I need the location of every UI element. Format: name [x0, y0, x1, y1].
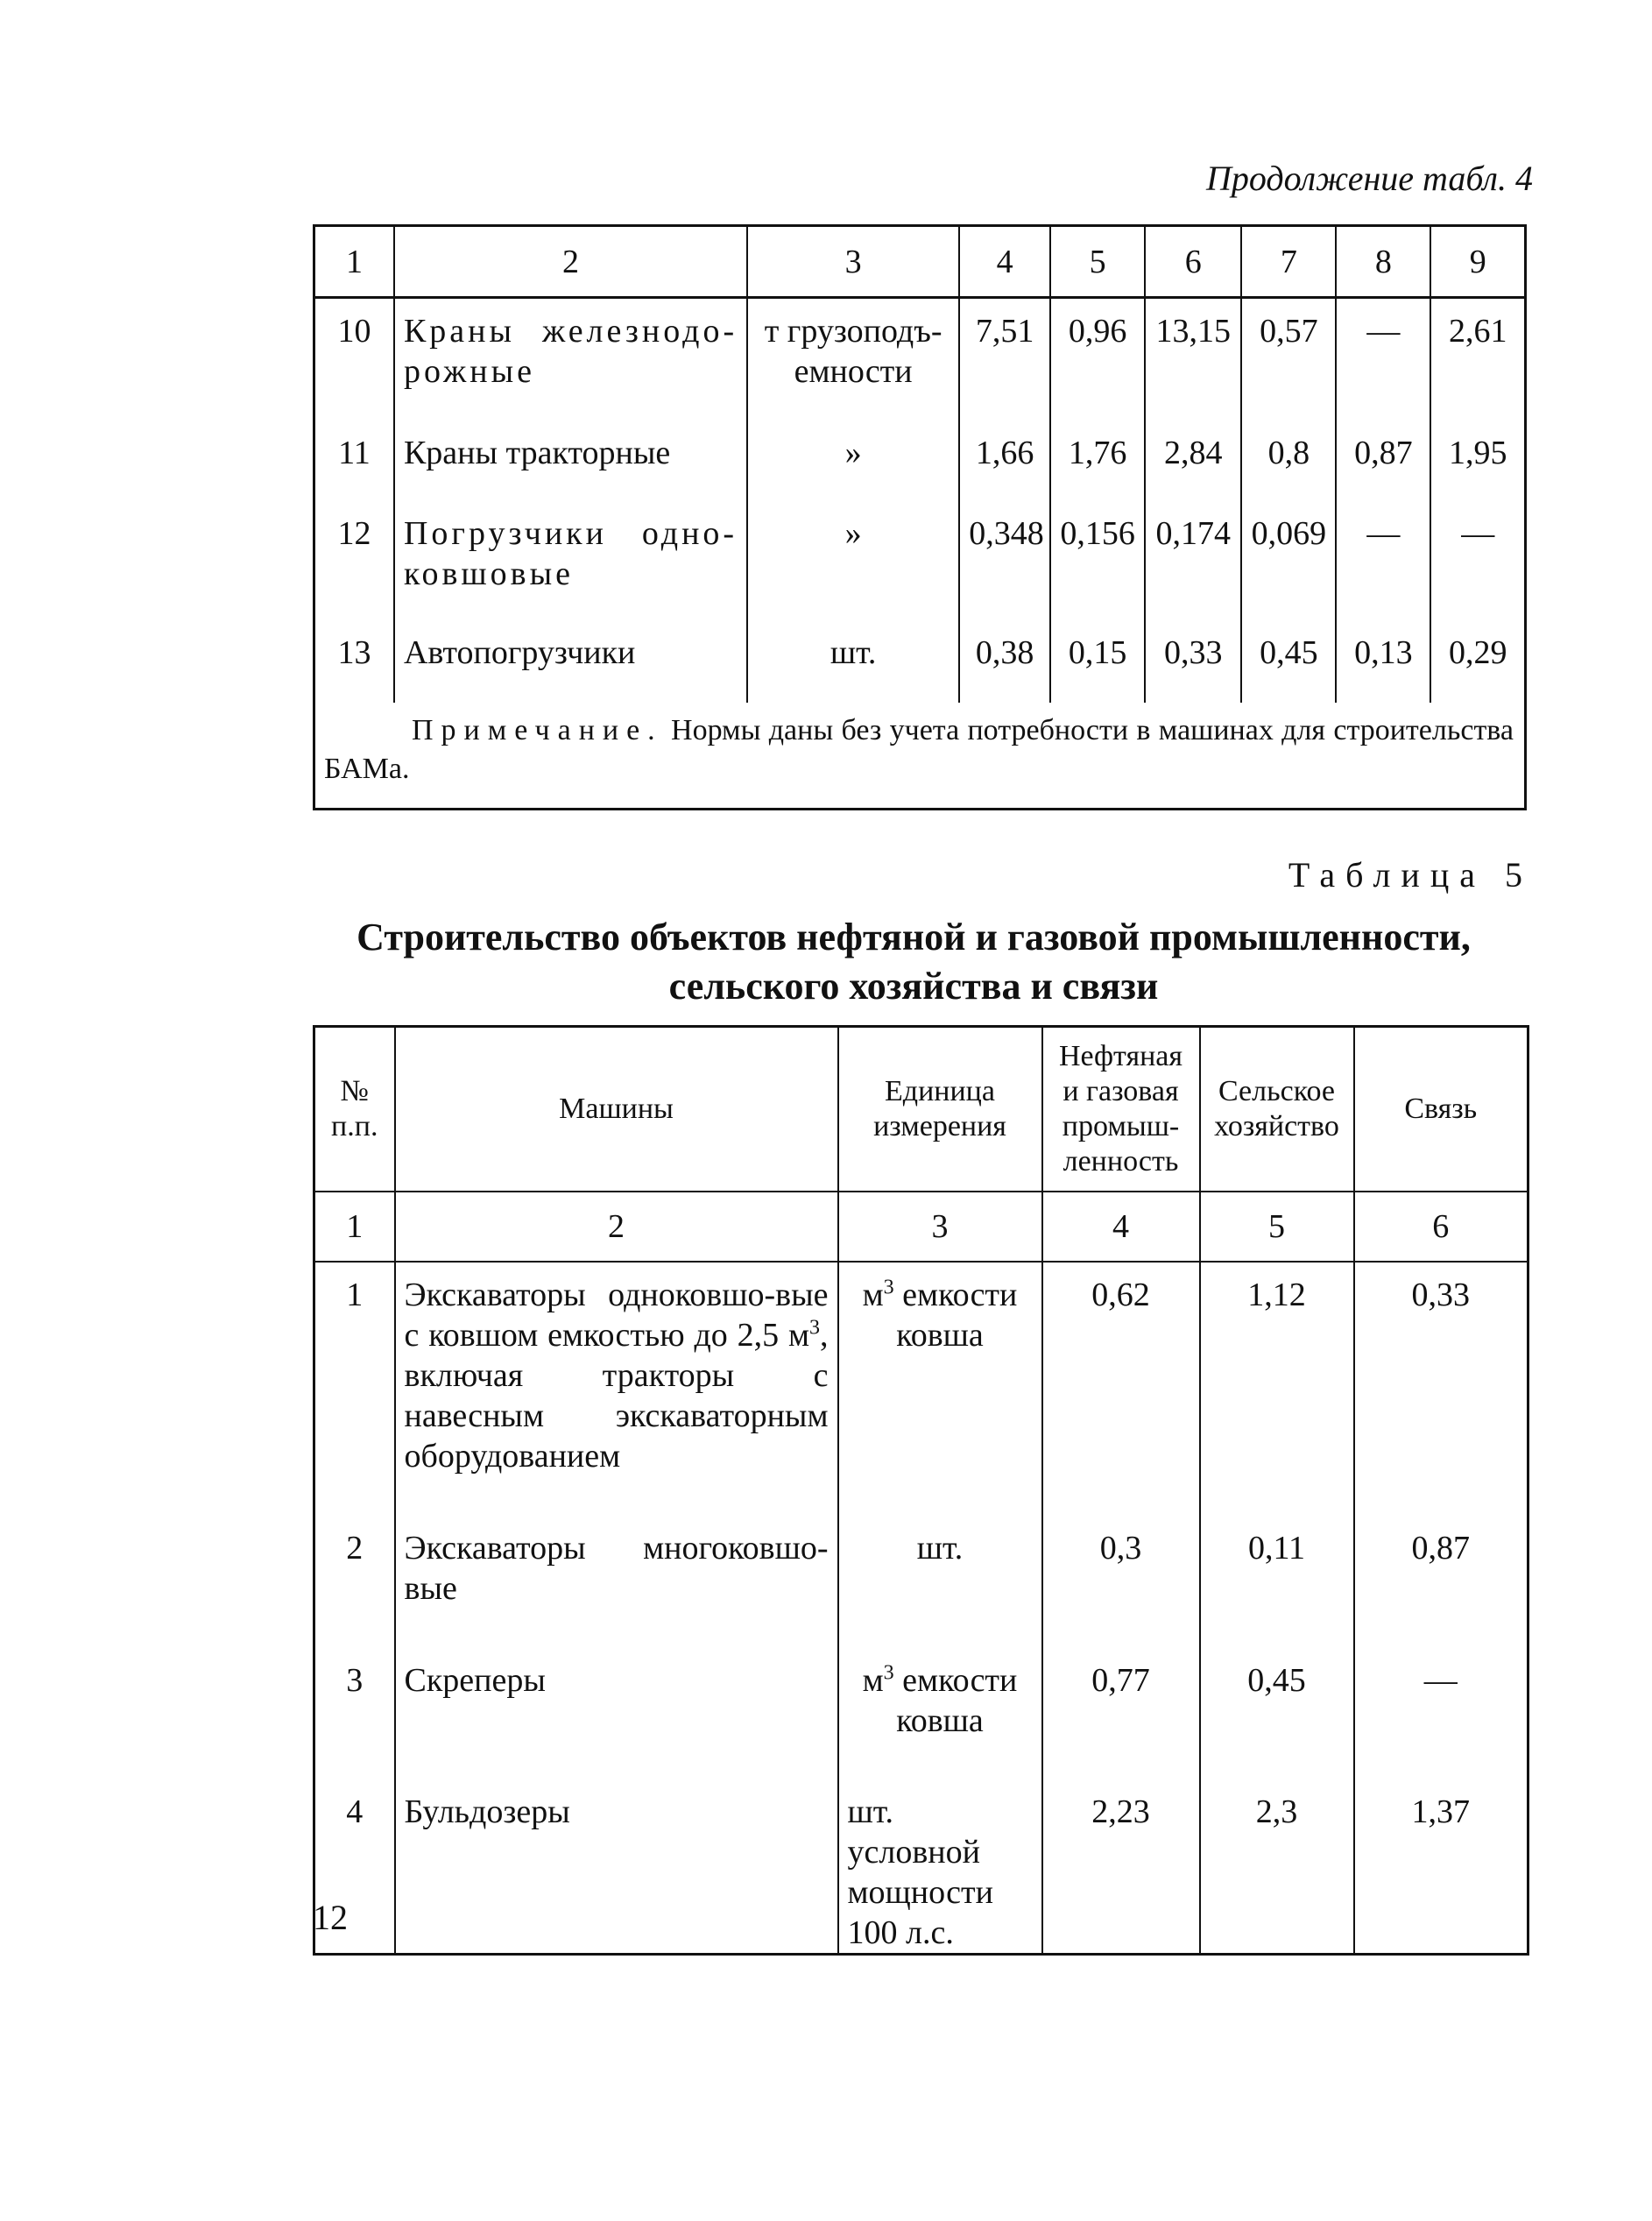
value-cell: 2,84 [1145, 421, 1241, 501]
value-cell: 0,11 [1200, 1516, 1354, 1648]
column-number: 2 [394, 226, 747, 298]
machine-name [395, 1262, 838, 1516]
header-unit: Единица измерения [838, 1027, 1042, 1192]
table-5-title-line: Строительство объектов нефтяной и газовой промышленности, [357, 916, 1471, 958]
machine-name: Погрузчики одно-ковшовые [394, 501, 747, 620]
row-number: 13 [337, 634, 371, 671]
superscript: 3 [883, 1661, 894, 1685]
value-cell: 0,8 [1241, 421, 1336, 501]
table-5-label: Таблица 5 [1288, 855, 1533, 895]
value-cell: 0,87 [1336, 421, 1430, 501]
machine-name: Бульдозеры [395, 1779, 838, 1955]
value-cell: 1,95 [1430, 421, 1525, 501]
column-number: 6 [1354, 1192, 1528, 1262]
value-cell: 0,13 [1336, 620, 1430, 703]
row-number: 2 [346, 1530, 364, 1567]
table-row [314, 1262, 1528, 1516]
unit-cell: шт. [747, 620, 959, 703]
value-cell: 0,96 [1050, 298, 1145, 421]
value-cell: 0,87 [1354, 1516, 1528, 1648]
header-oil-gas: Нефтяная и газовая промыш-ленность [1042, 1027, 1200, 1192]
column-number: 1 [314, 1192, 395, 1262]
column-number: 6 [1145, 226, 1241, 298]
table-row [314, 620, 1526, 703]
table-row [314, 1516, 1528, 1648]
column-number: 5 [1200, 1192, 1354, 1262]
value-cell: — [1430, 501, 1525, 620]
unit-cell: шт. [838, 1516, 1042, 1648]
table-note [314, 703, 1526, 810]
superscript: 3 [883, 1276, 894, 1299]
value-cell: 1,76 [1050, 421, 1145, 501]
unit-part: м [862, 1277, 884, 1313]
machine-name: Краны тракторные [394, 421, 747, 501]
table-row [314, 1648, 1528, 1779]
value-cell: — [1336, 501, 1430, 620]
table-header-row [314, 1027, 1528, 1192]
table-row [314, 421, 1526, 501]
unit-cell [838, 1262, 1042, 1516]
unit-cell: » [747, 501, 959, 620]
value-cell: 0,15 [1050, 620, 1145, 703]
row-number: 1 [346, 1277, 364, 1313]
value-cell: 0,29 [1430, 620, 1525, 703]
value-cell: 1,66 [959, 421, 1050, 501]
column-numbers-row [314, 1192, 1528, 1262]
value-cell: — [1354, 1648, 1528, 1779]
machine-name-part: Экскаваторы одноковшо-вые с ковшом емкостью до 2,5 м [404, 1277, 829, 1354]
value-cell: 2,61 [1430, 298, 1525, 421]
table-5-title-line: сельского хозяйства и связи [668, 965, 1159, 1008]
column-number: 9 [1430, 226, 1525, 298]
column-number: 2 [395, 1192, 838, 1262]
value-cell: 13,15 [1145, 298, 1241, 421]
continuation-caption: Продолжение табл. 4 [1205, 159, 1533, 198]
row-number: 3 [346, 1662, 364, 1699]
table-note-row [314, 703, 1526, 810]
table-row [314, 501, 1526, 620]
table-4-continuation [313, 224, 1527, 810]
value-cell: 2,23 [1042, 1779, 1200, 1955]
value-cell: 0,45 [1241, 620, 1336, 703]
superscript: 3 [809, 1316, 820, 1340]
table-row [314, 298, 1526, 421]
machine-name: Автопогрузчики [394, 620, 747, 703]
header-machines: Машины [395, 1027, 838, 1192]
header-number: № п.п. [314, 1027, 395, 1192]
value-cell: 0,77 [1042, 1648, 1200, 1779]
note-text: Нормы даны без учета потребности в машинах для строительства БАМа. [324, 714, 1514, 785]
unit-cell: » [747, 421, 959, 501]
machine-name: Скреперы [395, 1648, 838, 1779]
value-cell: 0,348 [959, 501, 1050, 620]
note-label: Примечание. [412, 714, 663, 746]
machine-name: Краны железнодо-рожные [394, 298, 747, 421]
value-cell: — [1336, 298, 1430, 421]
column-number: 5 [1050, 226, 1145, 298]
value-cell: 7,51 [959, 298, 1050, 421]
table-row [314, 1779, 1528, 1955]
table-header-row [314, 226, 1526, 298]
unit-part: емкости ковша [893, 1662, 1018, 1739]
value-cell: 0,33 [1354, 1262, 1528, 1516]
row-number: 10 [337, 313, 371, 350]
value-cell: 0,45 [1200, 1648, 1354, 1779]
row-number: 11 [338, 435, 371, 471]
page-number: 12 [313, 1898, 348, 1937]
row-number: 12 [337, 515, 371, 552]
unit-part: м [862, 1662, 884, 1699]
unit-cell: т грузоподъ-емности [747, 298, 959, 421]
value-cell: 0,069 [1241, 501, 1336, 620]
value-cell: 0,57 [1241, 298, 1336, 421]
machine-name-part: , включая тракторы с навесным экскаваторным оборудованием [404, 1317, 829, 1475]
header-communications: Связь [1354, 1027, 1528, 1192]
table-5 [313, 1025, 1529, 1956]
column-number: 4 [959, 226, 1050, 298]
column-number: 4 [1042, 1192, 1200, 1262]
header-agriculture: Сельское хозяйство [1200, 1027, 1354, 1192]
column-number: 3 [747, 226, 959, 298]
machine-name: Экскаваторы многоковшо-вые [395, 1516, 838, 1648]
row-number: 4 [346, 1793, 364, 1830]
column-number: 8 [1336, 226, 1430, 298]
unit-part: емкости ковша [893, 1277, 1018, 1354]
column-number: 3 [838, 1192, 1042, 1262]
value-cell: 1,37 [1354, 1779, 1528, 1955]
value-cell: 0,33 [1145, 620, 1241, 703]
value-cell: 0,3 [1042, 1516, 1200, 1648]
value-cell: 0,62 [1042, 1262, 1200, 1516]
value-cell: 1,12 [1200, 1262, 1354, 1516]
unit-cell: шт. условной мощности 100 л.с. [838, 1779, 1042, 1955]
column-number: 7 [1241, 226, 1336, 298]
value-cell: 0,38 [959, 620, 1050, 703]
value-cell: 0,174 [1145, 501, 1241, 620]
column-number: 1 [314, 226, 394, 298]
unit-cell [838, 1648, 1042, 1779]
value-cell: 0,156 [1050, 501, 1145, 620]
value-cell: 2,3 [1200, 1779, 1354, 1955]
table-5-title [263, 913, 1564, 1011]
